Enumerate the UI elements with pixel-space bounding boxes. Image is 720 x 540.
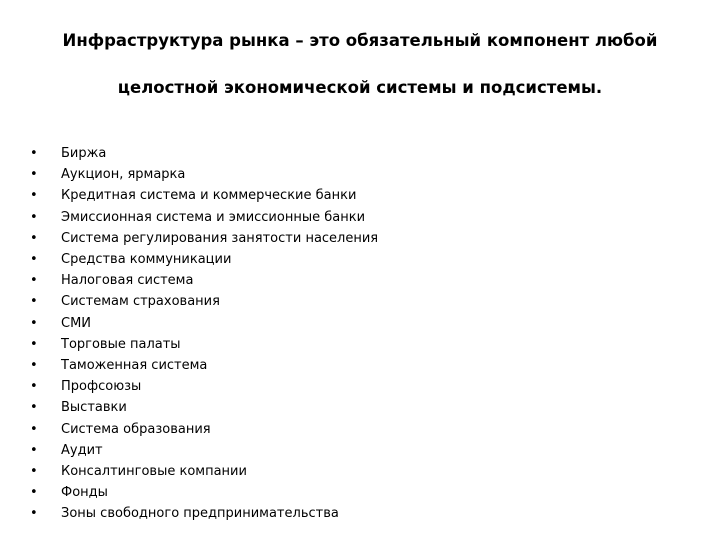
list-item — [30, 228, 670, 249]
bullet-icon: • — [30, 315, 38, 331]
list-item-text: Торговые палаты — [61, 336, 181, 352]
list-item — [30, 355, 670, 376]
list-item — [30, 249, 670, 270]
list-item — [30, 185, 670, 206]
list-item-text: Налоговая система — [61, 273, 194, 289]
list-item — [30, 397, 670, 418]
bullet-icon: • — [30, 379, 38, 395]
bullet-icon: • — [30, 485, 38, 501]
bullet-icon: • — [30, 463, 38, 479]
bullet-icon: • — [30, 294, 38, 310]
list-item-text: Система образования — [61, 421, 211, 437]
list-item-text: Профсоюзы — [61, 379, 142, 395]
list-item — [30, 503, 670, 524]
list-item-text: Аукцион, ярмарка — [61, 167, 186, 183]
bullet-icon: • — [30, 357, 38, 373]
bullet-icon: • — [30, 209, 38, 225]
list-item — [30, 334, 670, 355]
list-item-text: Эмиссионная система и эмиссионные банки — [61, 209, 366, 225]
list-item — [30, 418, 670, 439]
bullet-icon: • — [30, 146, 38, 162]
list-item-text: СМИ — [61, 315, 92, 331]
list-item — [30, 207, 670, 228]
list-item-text: Системам страхования — [61, 294, 220, 310]
bullet-icon: • — [30, 252, 38, 268]
list-item-text: Консалтинговые компании — [61, 463, 247, 479]
bullet-icon: • — [30, 230, 38, 246]
list-item — [30, 164, 670, 185]
bullet-icon: • — [30, 167, 38, 183]
bullet-icon: • — [30, 400, 38, 416]
list-item-text: Таможенная система — [61, 357, 208, 373]
list-item — [30, 313, 670, 334]
title-line-1: Инфраструктура рынка – это обязательный компонент любой — [62, 31, 658, 50]
bullet-icon: • — [30, 188, 38, 204]
list-item — [30, 270, 670, 291]
bullet-list — [30, 143, 670, 524]
list-item-text: Система регулирования занятости населения — [61, 230, 379, 246]
list-item-text: Биржа — [61, 146, 107, 162]
list-item — [30, 461, 670, 482]
bullet-icon: • — [30, 273, 38, 289]
list-item-text: Аудит — [61, 442, 103, 458]
list-item-text: Кредитная система и коммерческие банки — [61, 188, 357, 204]
list-item-text: Фонды — [61, 485, 108, 501]
list-item-text: Зоны свободного предпринимательства — [61, 506, 339, 522]
bullet-icon: • — [30, 336, 38, 352]
list-item-text: Средства коммуникации — [61, 252, 232, 268]
list-item — [30, 440, 670, 461]
title-line-2: целостной экономической системы и подсистемы. — [117, 78, 603, 97]
list-item — [30, 143, 670, 164]
list-item — [30, 376, 670, 397]
list-item — [30, 291, 670, 312]
bullet-icon: • — [30, 421, 38, 437]
list-item — [30, 482, 670, 503]
list-item-text: Выставки — [61, 400, 127, 416]
bullet-icon: • — [30, 506, 38, 522]
bullet-icon: • — [30, 442, 38, 458]
slide-title — [40, 30, 680, 99]
